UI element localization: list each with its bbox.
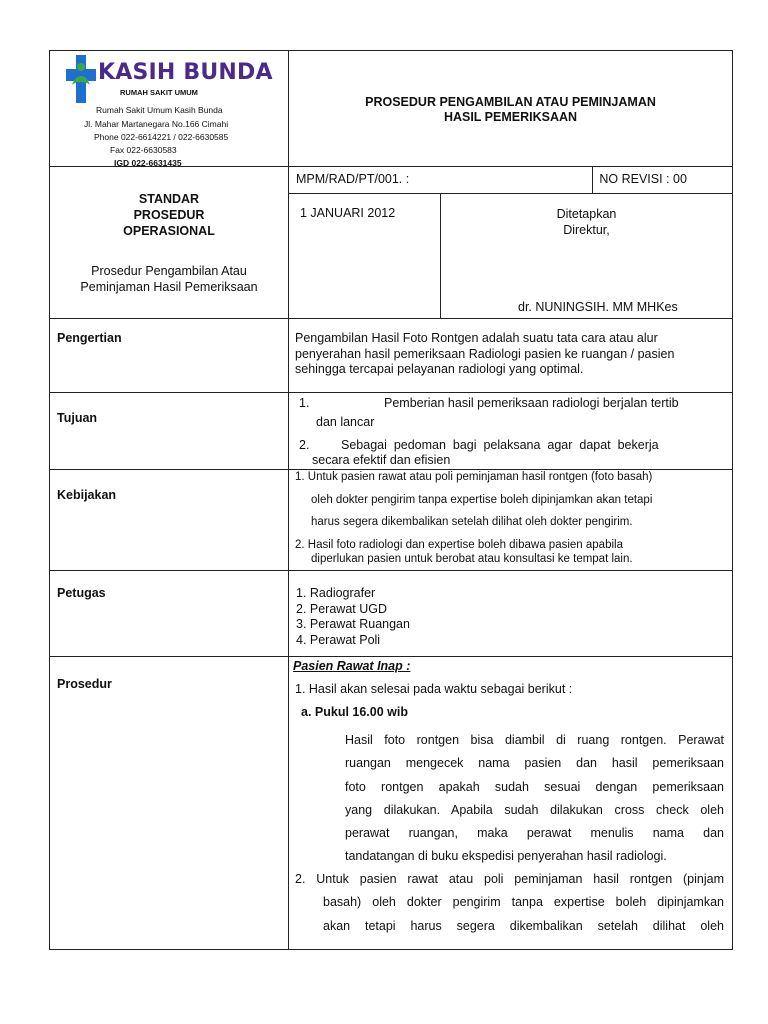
- pengertian-text: Pengambilan Hasil Foto Rontgen adalah suatu tata cara atau alur penyerahan hasil pemeriksaan Radiologi pasien ke ruangan / pasien sehingga tercapai pelayanan radiologi yang optimal.: [295, 331, 675, 376]
- tujuan-item2-text-cont: secara efektif dan efisien: [312, 453, 451, 467]
- prosedur-para-line: yang dilakukan. Apabila sudah dilakukan cross check oleh: [345, 802, 724, 817]
- logo-line-igd: IGD 022-6631435: [114, 158, 182, 168]
- tujuan-label-cell: [50, 393, 289, 470]
- prosedur-label: Prosedur: [57, 677, 112, 691]
- petugas-content: [289, 571, 733, 657]
- logo-line-phone: Phone 022-6614221 / 022-6630585: [94, 132, 229, 142]
- sop-document: [49, 50, 733, 950]
- meta-cell: [289, 167, 733, 319]
- tujuan-item2-number: 2.: [299, 438, 310, 452]
- logo-line-name: Rumah Sakit Umum Kasih Bunda: [96, 105, 223, 115]
- kebijakan-item2-line1: 2. Hasil foto radiologi dan expertise boleh dibawa pasien apabila: [295, 539, 623, 551]
- document-number: MPM/RAD/PT/001. :: [289, 167, 593, 193]
- prosedur-label-cell: [50, 657, 289, 950]
- tujuan-item1-number: 1.: [299, 396, 310, 410]
- prosedur-heading: Pasien Rawat Inap :: [293, 659, 411, 673]
- kebijakan-label: Kebijakan: [57, 488, 117, 502]
- petugas-item: 3. Perawat Ruangan: [296, 617, 410, 631]
- issue-date: 1 JANUARI 2012: [289, 193, 441, 318]
- approval-cell: [441, 193, 733, 318]
- kebijakan-label-cell: [50, 470, 289, 571]
- revision-number: NO REVISI : 00: [593, 167, 732, 193]
- prosedur-item2-line: basah) oleh dokter pengirim tanpa expertise boleh dipinjamkan: [323, 895, 724, 910]
- logo-line-fax: Fax 022-6630583: [110, 145, 177, 155]
- approver-position: Direktur,: [563, 222, 610, 237]
- sop-title-line2: PROSEDUR: [133, 208, 205, 222]
- approval-label: Ditetapkan: [556, 206, 617, 221]
- sop-label-cell: [50, 167, 289, 319]
- logo-subtitle: RUMAH SAKIT UMUM: [120, 88, 198, 97]
- logo-name: KASIH BUNDA: [98, 60, 273, 85]
- sop-title-line3: OPERASIONAL: [123, 224, 215, 238]
- sop-subtitle-line2: Peminjaman Hasil Pemeriksaan: [80, 280, 258, 294]
- tujuan-item1-text: Pemberian hasil pemeriksaan radiologi berjalan tertib: [384, 396, 679, 410]
- petugas-item: 4. Perawat Poli: [296, 632, 381, 647]
- prosedur-para-line: ruangan mengecek nama pasien dan hasil pemeriksaan: [345, 756, 724, 771]
- prosedur-para-line: Hasil foto rontgen bisa diambil di ruang rontgen. Perawat: [345, 733, 724, 747]
- sop-subtitle-line1: Prosedur Pengambilan Atau: [91, 264, 247, 278]
- petugas-label: Petugas: [57, 586, 106, 600]
- tujuan-item2-text: Sebagai pedoman bagi pelaksana agar dapat bekerja: [341, 438, 659, 452]
- kebijakan-content: [289, 470, 733, 571]
- logo-line-address: Jl. Mahar Martanegara No.166 Cimahi: [84, 119, 229, 129]
- document-title-cell: [289, 51, 733, 167]
- petugas-item: 2. Perawat UGD: [296, 601, 388, 616]
- kebijakan-item1-line3: harus segera dikembalikan setelah dilihat oleh dokter pengirim.: [311, 516, 633, 528]
- kebijakan-item1-line1: 1. Untuk pasien rawat atau poli peminjaman hasil rontgen (foto basah): [295, 471, 653, 483]
- pengertian-content: [289, 319, 733, 393]
- tujuan-item1-text-cont: dan lancar: [316, 415, 375, 429]
- document-title-line1: PROSEDUR PENGAMBILAN ATAU PEMINJAMAN: [365, 95, 656, 109]
- pengertian-label-cell: [50, 319, 289, 393]
- prosedur-content: [289, 657, 733, 950]
- prosedur-para-line: perawat ruangan, maka perawat menulis nama dan: [345, 826, 724, 841]
- hospital-logo: [64, 55, 280, 167]
- sop-title-line1: STANDAR: [138, 192, 200, 206]
- medical-cross-icon: [66, 55, 96, 103]
- prosedur-item1: 1. Hasil akan selesai pada waktu sebagai berikut :: [295, 682, 573, 696]
- prosedur-item2-line: 2. Untuk pasien rawat atau poli peminjaman hasil rontgen (pinjam: [295, 872, 724, 886]
- petugas-item: 1. Radiografer: [296, 586, 376, 600]
- pengertian-label: Pengertian: [57, 331, 122, 345]
- kebijakan-item1-line2: oleh dokter pengirim tanpa expertise boleh dipinjamkan akan tetapi: [311, 494, 653, 506]
- logo-cell: [50, 51, 289, 167]
- prosedur-para-line: tandatangan di buku ekspedisi penyerahan hasil radiologi.: [345, 849, 667, 864]
- prosedur-item2-line: akan tetapi harus segera dikembalikan setelah dilihat oleh: [323, 918, 724, 933]
- approver-name: dr. NUNINGSIH. MM MHKes: [518, 300, 678, 314]
- tujuan-label: Tujuan: [57, 411, 98, 425]
- prosedur-para-line: foto rontgen apakah sudah sesuai dengan pemeriksaan: [345, 779, 724, 794]
- prosedur-sub-a: a. Pukul 16.00 wib: [301, 705, 408, 719]
- kebijakan-item2-line2: diperlukan pasien untuk berobat atau konsultasi ke tempat lain.: [311, 553, 633, 565]
- petugas-label-cell: [50, 571, 289, 657]
- tujuan-content: [289, 393, 733, 470]
- document-title-line2: HASIL PEMERIKSAAN: [443, 110, 578, 124]
